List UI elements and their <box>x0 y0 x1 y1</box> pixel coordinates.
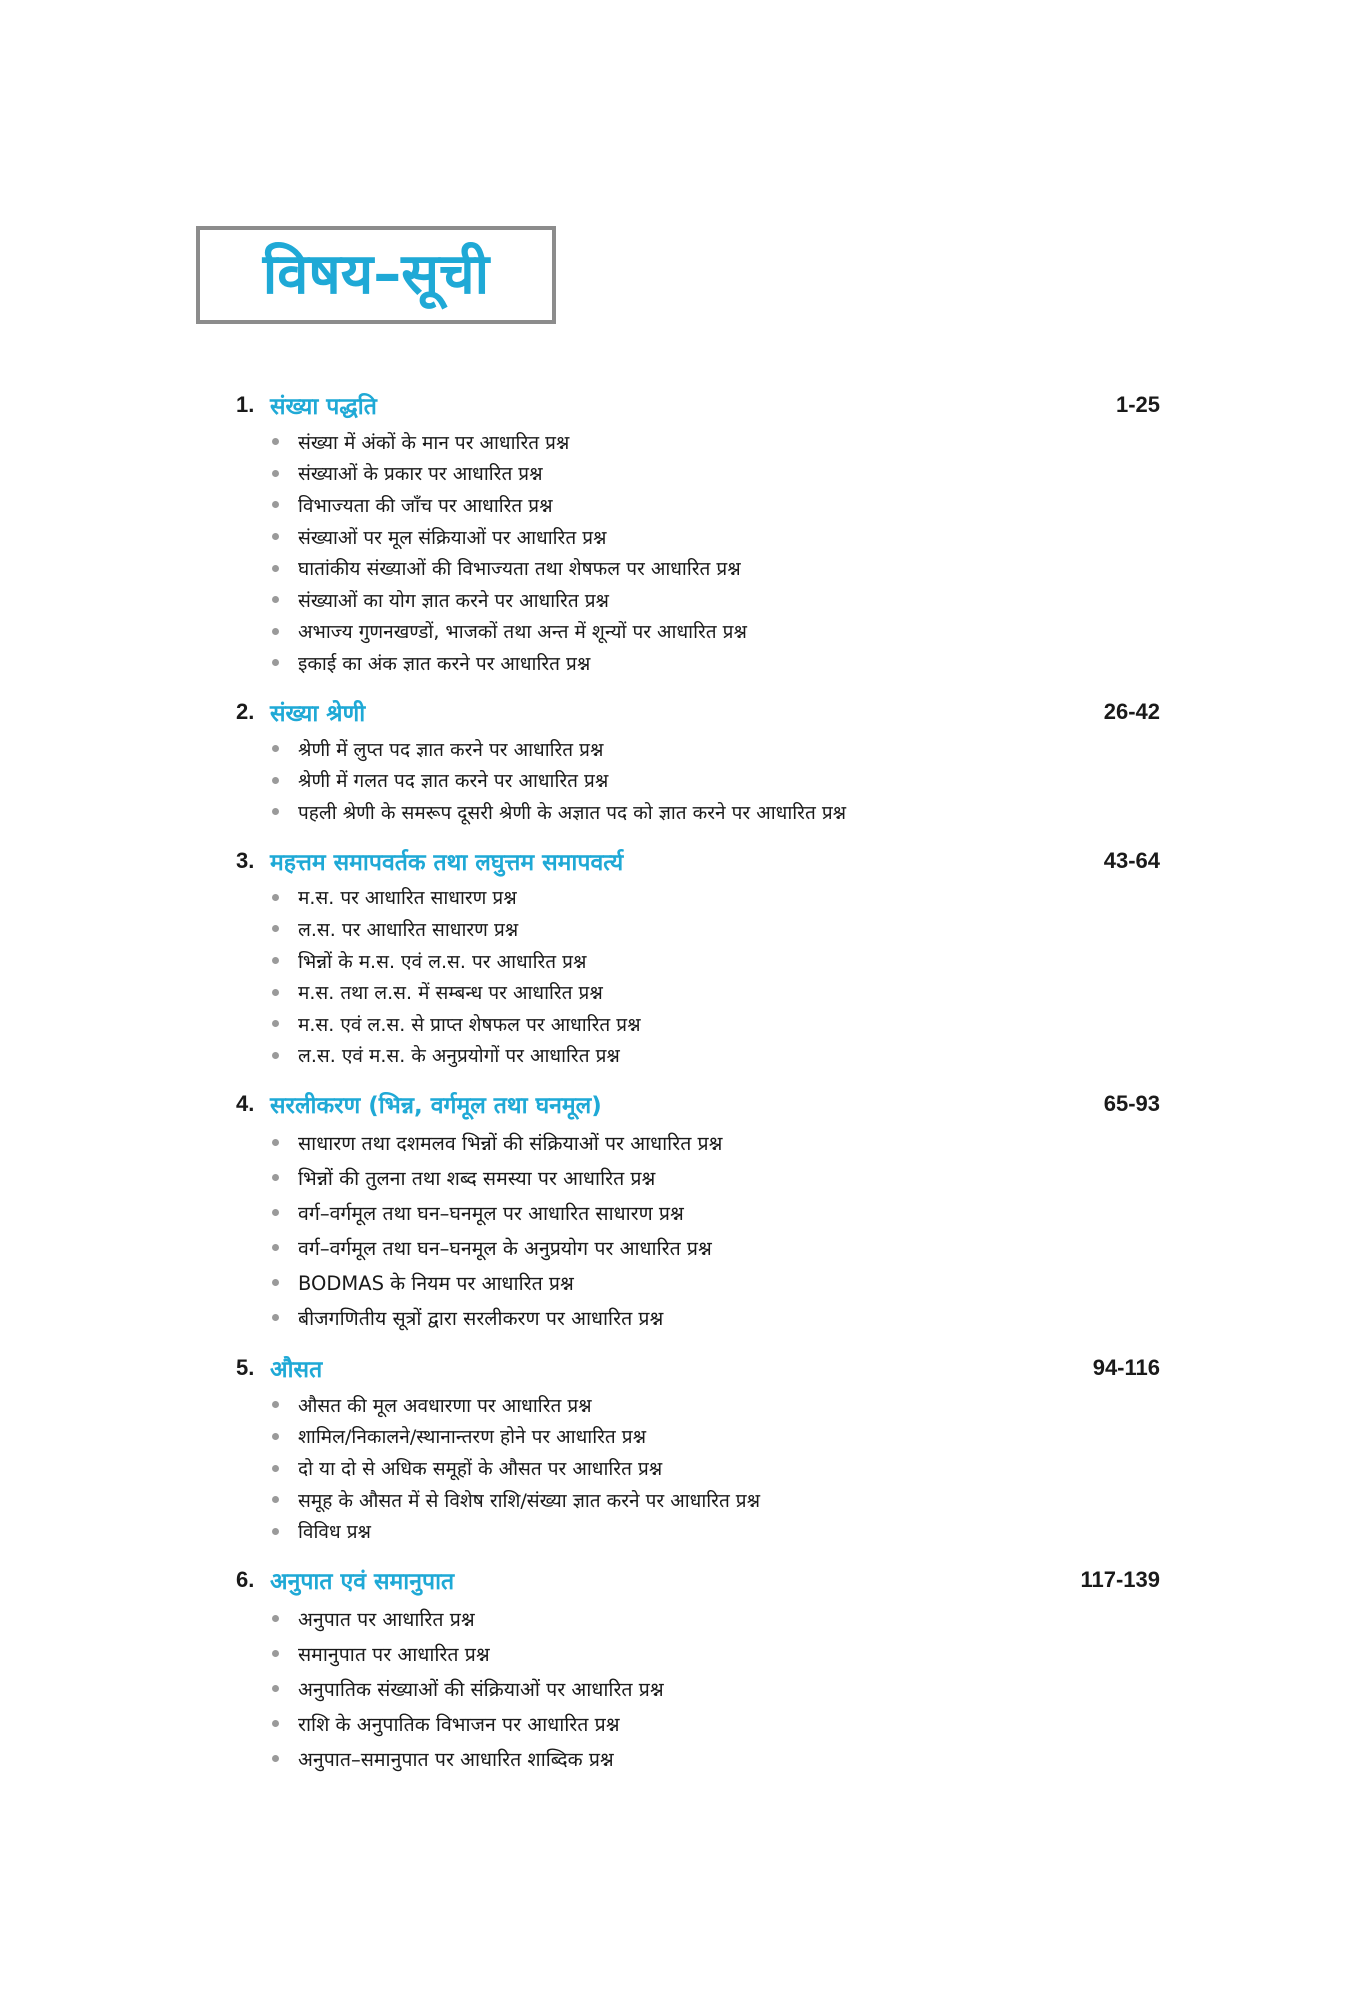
topic-list <box>236 1601 1160 1776</box>
bullet-icon <box>272 1465 279 1472</box>
topic-label: म.स. एवं ल.स. से प्राप्त शेषफल पर आधारित प्रश्न <box>298 1013 641 1036</box>
list-item <box>270 1741 1160 1776</box>
chapter-heading <box>236 691 1160 733</box>
chapter-page-range: 94-116 <box>1092 1355 1160 1381</box>
list-item <box>270 1484 1160 1516</box>
topic-label: अनुपातिक संख्याओं की संक्रियाओं पर आधारित प्रश्न <box>298 1678 664 1702</box>
bullet-icon <box>272 894 279 901</box>
topic-label: ल.स. एवं म.स. के अनुप्रयोगों पर आधारित प्रश्न <box>298 1045 620 1068</box>
list-item <box>270 1601 1160 1636</box>
bullet-icon <box>272 1650 279 1657</box>
chapter-heading <box>236 1083 1160 1125</box>
table-of-contents <box>236 384 1160 1776</box>
topic-label: म.स. पर आधारित साधारण प्रश्न <box>298 887 517 910</box>
topic-label: म.स. तथा ल.स. में सम्बन्ध पर आधारित प्रश्न <box>298 982 603 1005</box>
topic-label: घातांकीय संख्याओं की विभाज्यता तथा शेषफल पर आधारित प्रश्न <box>298 558 741 581</box>
chapter-page-range: 26-42 <box>1103 698 1160 724</box>
chapter-heading <box>236 384 1160 426</box>
topic-label: भिन्नों की तुलना तथा शब्द समस्या पर आधारित प्रश्न <box>298 1167 656 1191</box>
topic-label: औसत की मूल अवधारणा पर आधारित प्रश्न <box>298 1394 592 1417</box>
chapter-section <box>236 840 1160 1072</box>
chapter-number: 1. <box>236 392 255 417</box>
bullet-icon <box>272 533 279 540</box>
topic-label: अनुपात पर आधारित प्रश्न <box>298 1608 475 1632</box>
topic-label: पहली श्रेणी के समरूप दूसरी श्रेणी के अज्ञात पद को ज्ञात करने पर आधारित प्रश्न <box>298 801 847 824</box>
topic-label: साधारण तथा दशमलव भिन्नों की संक्रियाओं पर आधारित प्रश्न <box>298 1132 723 1156</box>
list-item <box>270 521 1160 553</box>
topic-label: संख्या में अंकों के मान पर आधारित प्रश्न <box>298 431 570 454</box>
list-item <box>270 489 1160 521</box>
topic-label: श्रेणी में लुप्त पद ज्ञात करने पर आधारित प्रश्न <box>298 738 604 761</box>
list-item <box>270 796 1160 828</box>
list-item <box>270 426 1160 458</box>
chapter-title: संख्या पद्धति <box>270 394 377 420</box>
bullet-icon <box>272 1755 279 1762</box>
topic-label: भिन्नों के म.स. एवं ल.स. पर आधारित प्रश्न <box>298 950 587 973</box>
topic-label: विविध प्रश्न <box>298 1521 371 1544</box>
bullet-icon <box>272 565 279 572</box>
topic-label: संख्याओं का योग ज्ञात करने पर आधारित प्रश्न <box>298 589 609 612</box>
chapter-page-range: 1-25 <box>1115 392 1160 417</box>
bullet-icon <box>272 745 279 752</box>
bullet-icon <box>272 628 279 635</box>
chapter-heading <box>236 1559 1160 1601</box>
topic-label: वर्ग–वर्गमूल तथा घन–घनमूल के अनुप्रयोग पर आधारित प्रश्न <box>298 1237 712 1261</box>
list-item <box>270 1040 1160 1072</box>
chapter-title: अनुपात एवं समानुपात <box>270 1569 455 1596</box>
chapter-number: 4. <box>236 1091 255 1117</box>
topic-label: वर्ग–वर्गमूल तथा घन–घनमूल पर आधारित साधारण प्रश्न <box>298 1202 684 1226</box>
bullet-icon <box>272 596 279 603</box>
bullet-icon <box>272 1174 279 1181</box>
list-item <box>270 1706 1160 1741</box>
list-item <box>270 1125 1160 1160</box>
list-item <box>270 1300 1160 1335</box>
chapter-page-range: 65-93 <box>1103 1091 1160 1117</box>
chapter-number: 6. <box>236 1567 255 1593</box>
topic-list <box>236 882 1160 1072</box>
chapter-page-range: 43-64 <box>1103 847 1160 873</box>
bullet-icon <box>272 1401 279 1408</box>
list-item <box>270 1160 1160 1195</box>
page-title-box <box>196 226 556 324</box>
chapter-section <box>236 691 1160 828</box>
topic-label: BODMAS के नियम पर आधारित प्रश्न <box>298 1272 574 1296</box>
topic-label: समानुपात पर आधारित प्रश्न <box>298 1643 490 1667</box>
list-item <box>270 882 1160 914</box>
list-item <box>270 647 1160 679</box>
chapter-heading <box>236 1347 1160 1389</box>
list-item <box>270 552 1160 584</box>
bullet-icon <box>272 501 279 508</box>
topic-label: ल.स. पर आधारित साधारण प्रश्न <box>298 918 519 941</box>
list-item <box>270 913 1160 945</box>
page-title: विषय–सूची <box>262 242 490 307</box>
list-item <box>270 1636 1160 1671</box>
topic-label: संख्याओं पर मूल संक्रियाओं पर आधारित प्रश्न <box>298 526 607 549</box>
bullet-icon <box>272 1433 279 1440</box>
bullet-icon <box>272 1052 279 1059</box>
topic-list <box>236 426 1160 679</box>
chapter-title: सरलीकरण (भिन्न, वर्गमूल तथा घनमूल) <box>270 1093 602 1120</box>
topic-label: अनुपात–समानुपात पर आधारित शाब्दिक प्रश्न <box>298 1748 614 1772</box>
list-item <box>270 616 1160 648</box>
list-item <box>270 1671 1160 1706</box>
chapter-section <box>236 1347 1160 1547</box>
bullet-icon <box>272 1314 279 1321</box>
chapter-number: 5. <box>236 1355 255 1381</box>
topic-label: इकाई का अंक ज्ञात करने पर आधारित प्रश्न <box>298 652 591 675</box>
list-item <box>270 1515 1160 1547</box>
bullet-icon <box>272 1020 279 1027</box>
bullet-icon <box>272 957 279 964</box>
topic-label: राशि के अनुपातिक विभाजन पर आधारित प्रश्न <box>298 1713 620 1737</box>
topic-list <box>236 1389 1160 1547</box>
topic-label: बीजगणितीय सूत्रों द्वारा सरलीकरण पर आधारित प्रश्न <box>298 1307 664 1331</box>
topic-list <box>236 1125 1160 1335</box>
bullet-icon <box>272 659 279 666</box>
bullet-icon <box>272 1139 279 1146</box>
chapter-section <box>236 384 1160 679</box>
chapter-section <box>236 1083 1160 1335</box>
bullet-icon <box>272 1720 279 1727</box>
bullet-icon <box>272 1528 279 1535</box>
topic-label: विभाज्यता की जाँच पर आधारित प्रश्न <box>298 494 553 517</box>
list-item <box>270 1195 1160 1230</box>
list-item <box>270 1452 1160 1484</box>
list-item <box>270 458 1160 490</box>
topic-label: शामिल/निकालने/स्थानान्तरण होने पर आधारित प्रश्न <box>298 1426 647 1449</box>
bullet-icon <box>272 989 279 996</box>
list-item <box>270 976 1160 1008</box>
list-item <box>270 764 1160 796</box>
list-item <box>270 1421 1160 1453</box>
bullet-icon <box>272 777 279 784</box>
topic-label: श्रेणी में गलत पद ज्ञात करने पर आधारित प्रश्न <box>298 770 609 793</box>
chapter-title: संख्या श्रेणी <box>270 700 366 727</box>
topic-label: संख्याओं के प्रकार पर आधारित प्रश्न <box>298 463 543 486</box>
chapter-title: औसत <box>270 1357 323 1384</box>
list-item <box>270 584 1160 616</box>
topic-label: दो या दो से अधिक समूहों के औसत पर आधारित प्रश्न <box>298 1458 663 1481</box>
chapter-title: महत्तम समापवर्तक तथा लघुत्तम समापवर्त्य <box>270 849 624 876</box>
list-item <box>270 1008 1160 1040</box>
chapter-number: 3. <box>236 847 255 873</box>
chapter-heading <box>236 840 1160 882</box>
bullet-icon <box>272 1209 279 1216</box>
list-item <box>270 1389 1160 1421</box>
chapter-section <box>236 1559 1160 1776</box>
bullet-icon <box>272 1685 279 1692</box>
bullet-icon <box>272 1244 279 1251</box>
bullet-icon <box>272 925 279 932</box>
bullet-icon <box>272 1496 279 1503</box>
bullet-icon <box>272 438 279 445</box>
bullet-icon <box>272 1615 279 1622</box>
list-item <box>270 1230 1160 1265</box>
chapter-page-range: 117-139 <box>1080 1567 1160 1593</box>
chapter-number: 2. <box>236 698 255 724</box>
topic-label: समूह के औसत में से विशेष राशि/संख्या ज्ञात करने पर आधारित प्रश्न <box>298 1489 761 1512</box>
bullet-icon <box>272 470 279 477</box>
bullet-icon <box>272 1279 279 1286</box>
topic-label: अभाज्य गुणनखण्डों, भाजकों तथा अन्त में शून्यों पर आधारित प्रश्न <box>298 621 747 644</box>
bullet-icon <box>272 808 279 815</box>
list-item <box>270 733 1160 765</box>
topic-list <box>236 733 1160 828</box>
list-item <box>270 1265 1160 1300</box>
list-item <box>270 945 1160 977</box>
